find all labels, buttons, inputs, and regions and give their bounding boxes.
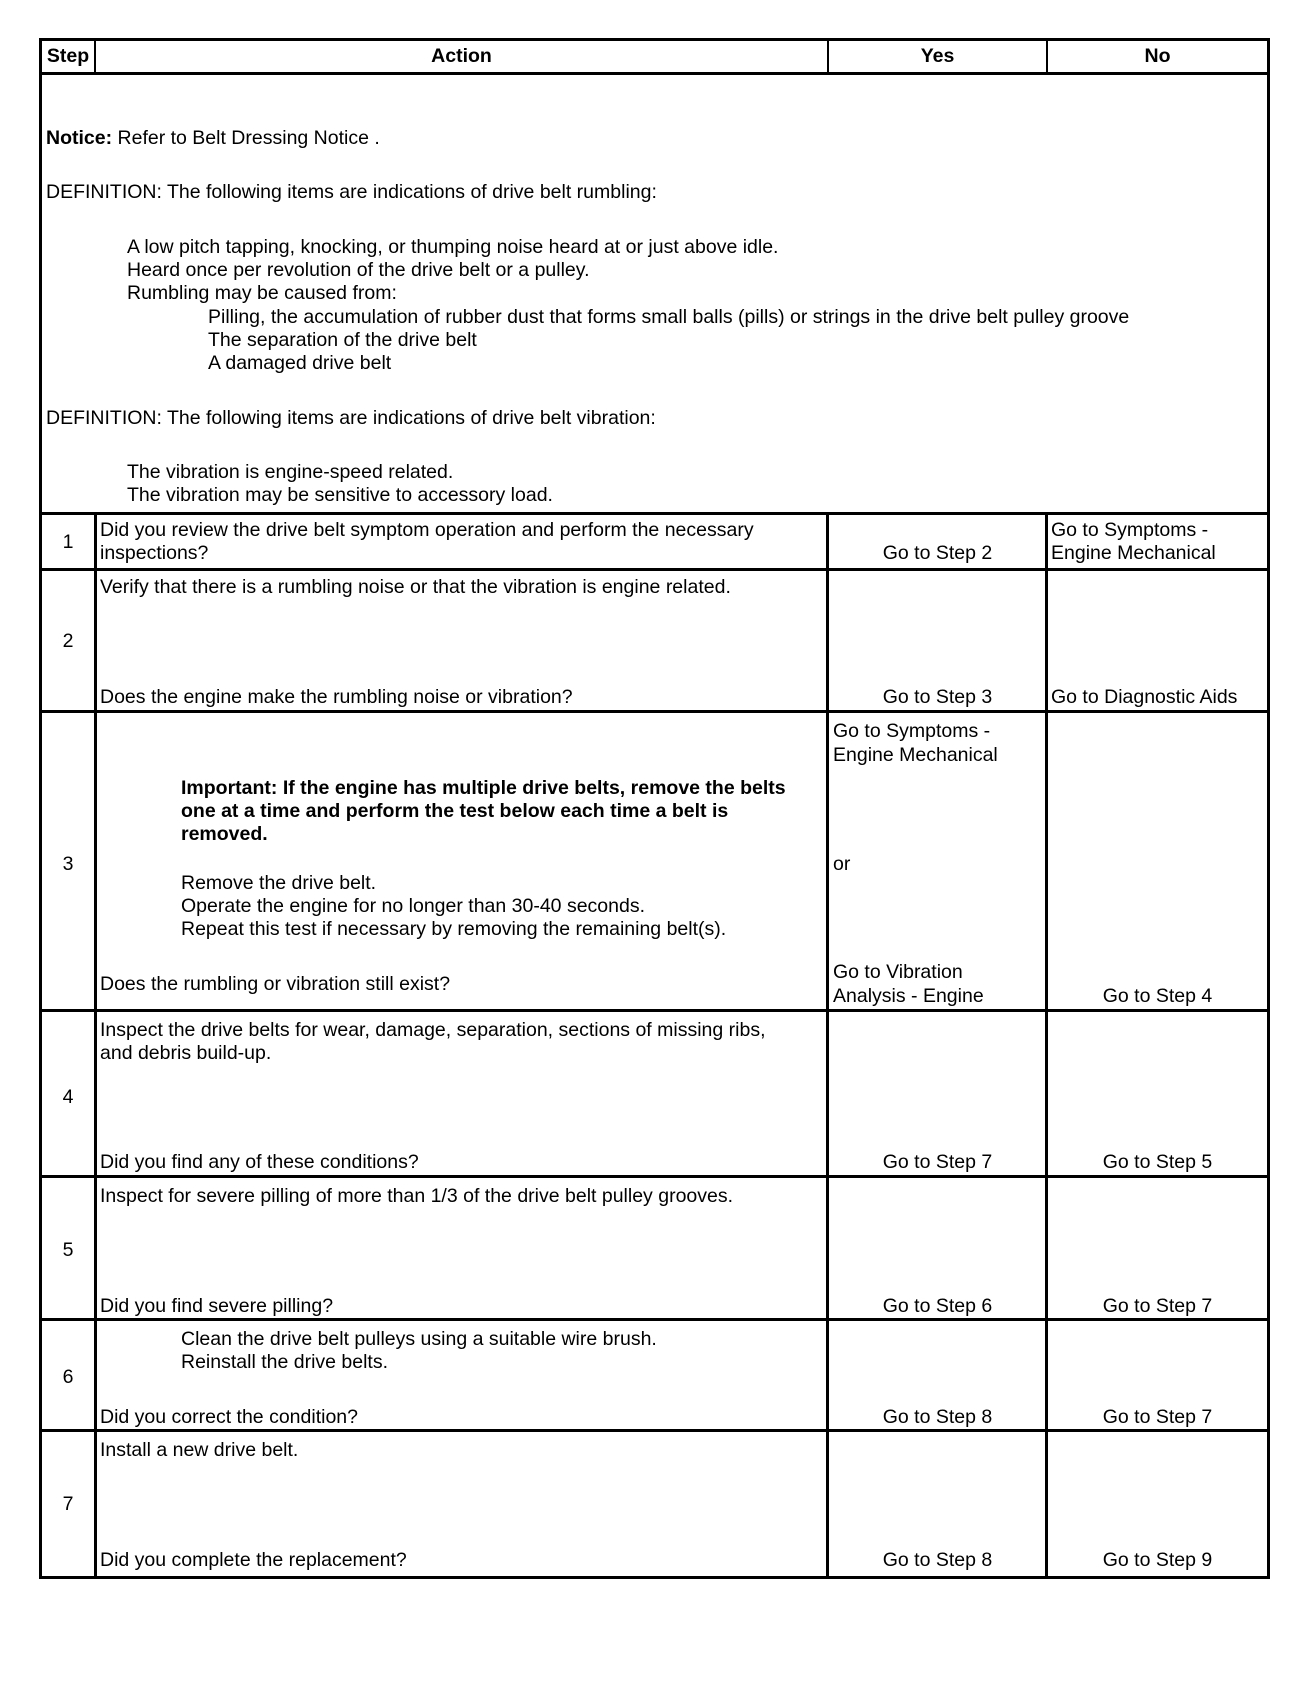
substep: Operate the engine for no longer than 30-40 seconds. <box>181 895 645 917</box>
col-divider <box>94 512 97 1579</box>
row-divider <box>39 1175 1270 1178</box>
step-question: Did you complete the replacement? <box>100 1549 407 1571</box>
step-yes: Go to Step 2 <box>882 542 993 564</box>
important-note: one at a time and perform the test below each time a belt is <box>181 800 729 822</box>
step-number: 1 <box>62 531 74 553</box>
step-no: Go to Step 9 <box>1102 1549 1213 1571</box>
step-no: Go to Step 5 <box>1102 1151 1213 1173</box>
cause-item: A damaged drive belt <box>208 352 392 374</box>
notice-label: Notice: <box>46 127 113 149</box>
cause-item: Pilling, the accumulation of rubber dust that forms small balls (pills) or strings in the drive belt pulley groove <box>208 306 1130 328</box>
step-action: Install a new drive belt. <box>100 1439 299 1461</box>
row-divider <box>39 512 1270 515</box>
header-yes: Yes <box>920 45 955 67</box>
step-number: 3 <box>62 853 74 875</box>
cause-item: The separation of the drive belt <box>208 329 477 351</box>
step-number: 4 <box>62 1086 74 1108</box>
rumble-item: Rumbling may be caused from: <box>127 282 397 304</box>
step-no: Engine Mechanical <box>1051 542 1216 564</box>
step-yes: Go to Step 3 <box>882 686 993 708</box>
rumble-item: Heard once per revolution of the drive belt or a pulley. <box>127 259 590 281</box>
vibration-item: The vibration is engine-speed related. <box>127 461 454 483</box>
notice <box>46 127 380 150</box>
table-border-left <box>39 38 42 1579</box>
table-border-top <box>39 38 1270 41</box>
step-no: Go to Diagnostic Aids <box>1051 686 1238 708</box>
step-number: 6 <box>62 1366 74 1388</box>
row-divider <box>39 1318 1270 1321</box>
step-no: Go to Step 7 <box>1102 1406 1213 1428</box>
substep: Remove the drive belt. <box>181 872 377 894</box>
row-divider <box>39 1009 1270 1012</box>
step-yes: Engine Mechanical <box>833 744 998 766</box>
substep: Clean the drive belt pulleys using a suitable wire brush. <box>181 1328 657 1350</box>
important-note: Important: If the engine has multiple drive belts, remove the belts <box>181 777 786 799</box>
step-no: Go to Step 4 <box>1102 985 1213 1007</box>
step-yes-or: or <box>833 853 851 875</box>
step-number: 7 <box>62 1493 74 1515</box>
step-yes: Go to Step 6 <box>882 1295 993 1317</box>
substep: Reinstall the drive belts. <box>181 1351 389 1373</box>
step-no: Go to Symptoms - <box>1051 519 1209 541</box>
step-yes: Go to Vibration <box>833 961 963 983</box>
step-yes: Go to Step 8 <box>882 1406 993 1428</box>
step-action: inspections? <box>100 542 209 564</box>
step-question: Does the rumbling or vibration still exist? <box>100 973 451 995</box>
step-action: Inspect the drive belts for wear, damage, separation, sections of missing ribs, <box>100 1019 766 1041</box>
rumble-item: A low pitch tapping, knocking, or thumping noise heard at or just above idle. <box>127 236 779 258</box>
step-question: Did you find any of these conditions? <box>100 1151 419 1173</box>
notice-text: Refer to Belt Dressing Notice . <box>112 127 380 149</box>
step-action: Did you review the drive belt symptom operation and perform the necessary <box>100 519 754 541</box>
important-note: removed. <box>181 823 268 845</box>
header-no: No <box>1144 45 1171 67</box>
definition-vibration: DEFINITION: The following items are indications of drive belt vibration: <box>46 407 656 429</box>
step-action: and debris build-up. <box>100 1042 272 1064</box>
step-question: Does the engine make the rumbling noise or vibration? <box>100 686 573 708</box>
substep: Repeat this test if necessary by removing the remaining belt(s). <box>181 918 727 940</box>
row-divider <box>39 1429 1270 1432</box>
header-divider <box>39 72 1270 75</box>
step-yes: Go to Step 8 <box>882 1549 993 1571</box>
step-yes: Go to Step 7 <box>882 1151 993 1173</box>
vibration-item: The vibration may be sensitive to accessory load. <box>127 484 553 506</box>
step-yes: Go to Symptoms - <box>833 720 991 742</box>
step-action: Inspect for severe pilling of more than 1/3 of the drive belt pulley grooves. <box>100 1185 734 1207</box>
table-border-bottom <box>39 1576 1270 1579</box>
step-no: Go to Step 7 <box>1102 1295 1213 1317</box>
row-divider <box>39 710 1270 713</box>
row-divider <box>39 568 1270 571</box>
step-action: Verify that there is a rumbling noise or that the vibration is engine related. <box>100 576 731 598</box>
step-number: 5 <box>62 1239 74 1261</box>
step-number: 2 <box>62 630 74 652</box>
header-step: Step <box>46 45 90 67</box>
step-question: Did you find severe pilling? <box>100 1295 334 1317</box>
table-border-right <box>1267 38 1270 1579</box>
step-yes: Analysis - Engine <box>833 985 984 1007</box>
definition-rumbling: DEFINITION: The following items are indications of drive belt rumbling: <box>46 181 657 203</box>
header-action: Action <box>431 45 492 67</box>
step-question: Did you correct the condition? <box>100 1406 358 1428</box>
